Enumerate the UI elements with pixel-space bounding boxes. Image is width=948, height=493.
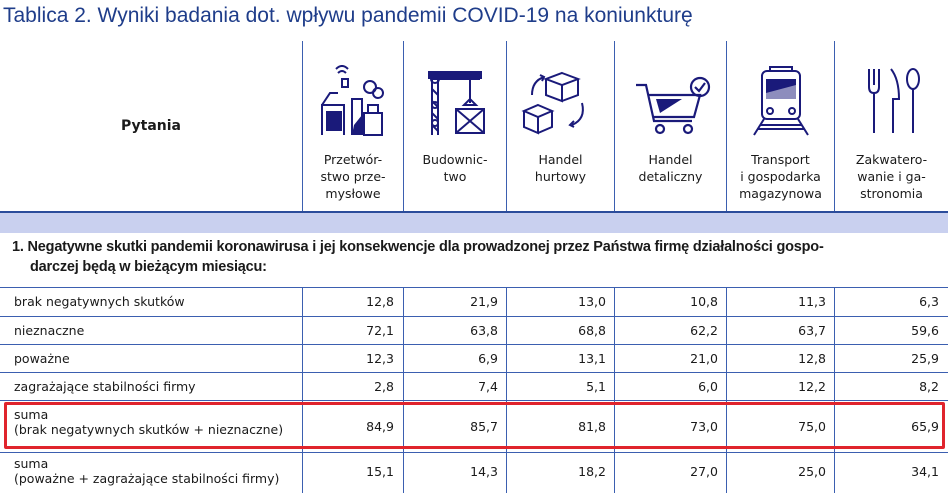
cell: 27,0: [690, 464, 718, 479]
column-label: Handel detaliczny: [638, 152, 703, 184]
cutlery-icon: [847, 65, 937, 137]
cell: 11,3: [798, 294, 826, 309]
row-label: nieznaczne: [14, 323, 85, 338]
section-heading: [12, 237, 942, 277]
cell: 81,8: [578, 419, 606, 434]
cell: 63,7: [798, 323, 826, 338]
cell: 14,3: [470, 464, 498, 479]
cell: 68,8: [578, 323, 606, 338]
highlight-box: [4, 402, 945, 449]
cell: 85,7: [470, 419, 498, 434]
shopping-cart-icon: [626, 65, 716, 137]
cell: 63,8: [470, 323, 498, 338]
column-header-zakwaterowanie: [835, 41, 948, 211]
wholesale-boxes-icon: [516, 65, 606, 137]
cell: 62,2: [690, 323, 718, 338]
section-heading-line1: 1. Negatywne skutki pandemii koronawirusa i jej konsekwencje dla prowadzonej przez Państwa firmę działalności gospo-: [12, 239, 824, 255]
column-label: Przetwór- stwo prze- mysłowe: [320, 152, 386, 201]
row-label: zagrażające stabilności firmy: [14, 379, 196, 394]
column-header-budownictwo: [404, 41, 506, 211]
cell: 6,3: [919, 294, 939, 309]
table-title: Tablica 2. Wyniki badania dot. wpływu pandemii COVID-19 na koniunkturę: [3, 4, 693, 27]
cell: 13,0: [578, 294, 606, 309]
cell: 72,1: [366, 323, 394, 338]
row-label: suma (brak negatywnych skutków + nieznaczne): [14, 407, 284, 437]
cell: 75,0: [798, 419, 826, 434]
cell: 12,8: [366, 294, 394, 309]
cell: 21,0: [690, 351, 718, 366]
train-icon: [736, 65, 826, 137]
cell: 15,1: [366, 464, 394, 479]
row-label: brak negatywnych skutków: [14, 294, 185, 309]
column-label: Handel hurtowy: [534, 152, 587, 184]
header-band: [0, 213, 948, 233]
cell: 12,3: [366, 351, 394, 366]
cell: 12,8: [798, 351, 826, 366]
cell: 10,8: [690, 294, 718, 309]
row-label: suma (poważne + zagrażające stabilności firmy): [14, 456, 280, 486]
cell: 65,9: [911, 419, 939, 434]
factory-icon: [308, 65, 398, 137]
column-label: Zakwatero- wanie i ga- stronomia: [855, 152, 928, 201]
crane-icon: [410, 65, 500, 137]
column-header-handel-hurtowy: [507, 41, 614, 211]
cell: 6,9: [478, 351, 498, 366]
cell: 73,0: [690, 419, 718, 434]
cell: 25,9: [911, 351, 939, 366]
column-header-przetworstwo: [303, 41, 403, 211]
cell: 7,4: [478, 379, 498, 394]
cell: 25,0: [798, 464, 826, 479]
column-header-handel-detaliczny: [615, 41, 726, 211]
section-heading-line2: darczej będą w bieżącym miesiącu:: [30, 259, 267, 275]
cell: 2,8: [374, 379, 394, 394]
header-pytania: Pytania: [121, 118, 181, 134]
cell: 18,2: [578, 464, 606, 479]
cell: 59,6: [911, 323, 939, 338]
cell: 21,9: [470, 294, 498, 309]
column-label: Budownic- two: [422, 152, 488, 184]
cell: 6,0: [698, 379, 718, 394]
cell: 84,9: [366, 419, 394, 434]
column-label: Transport i gospodarka magazynowa: [739, 152, 822, 201]
cell: 13,1: [578, 351, 606, 366]
cell: 5,1: [586, 379, 606, 394]
column-header-transport: [727, 41, 834, 211]
cell: 12,2: [798, 379, 826, 394]
row-label: poważne: [14, 351, 70, 366]
cell: 34,1: [911, 464, 939, 479]
cell: 8,2: [919, 379, 939, 394]
